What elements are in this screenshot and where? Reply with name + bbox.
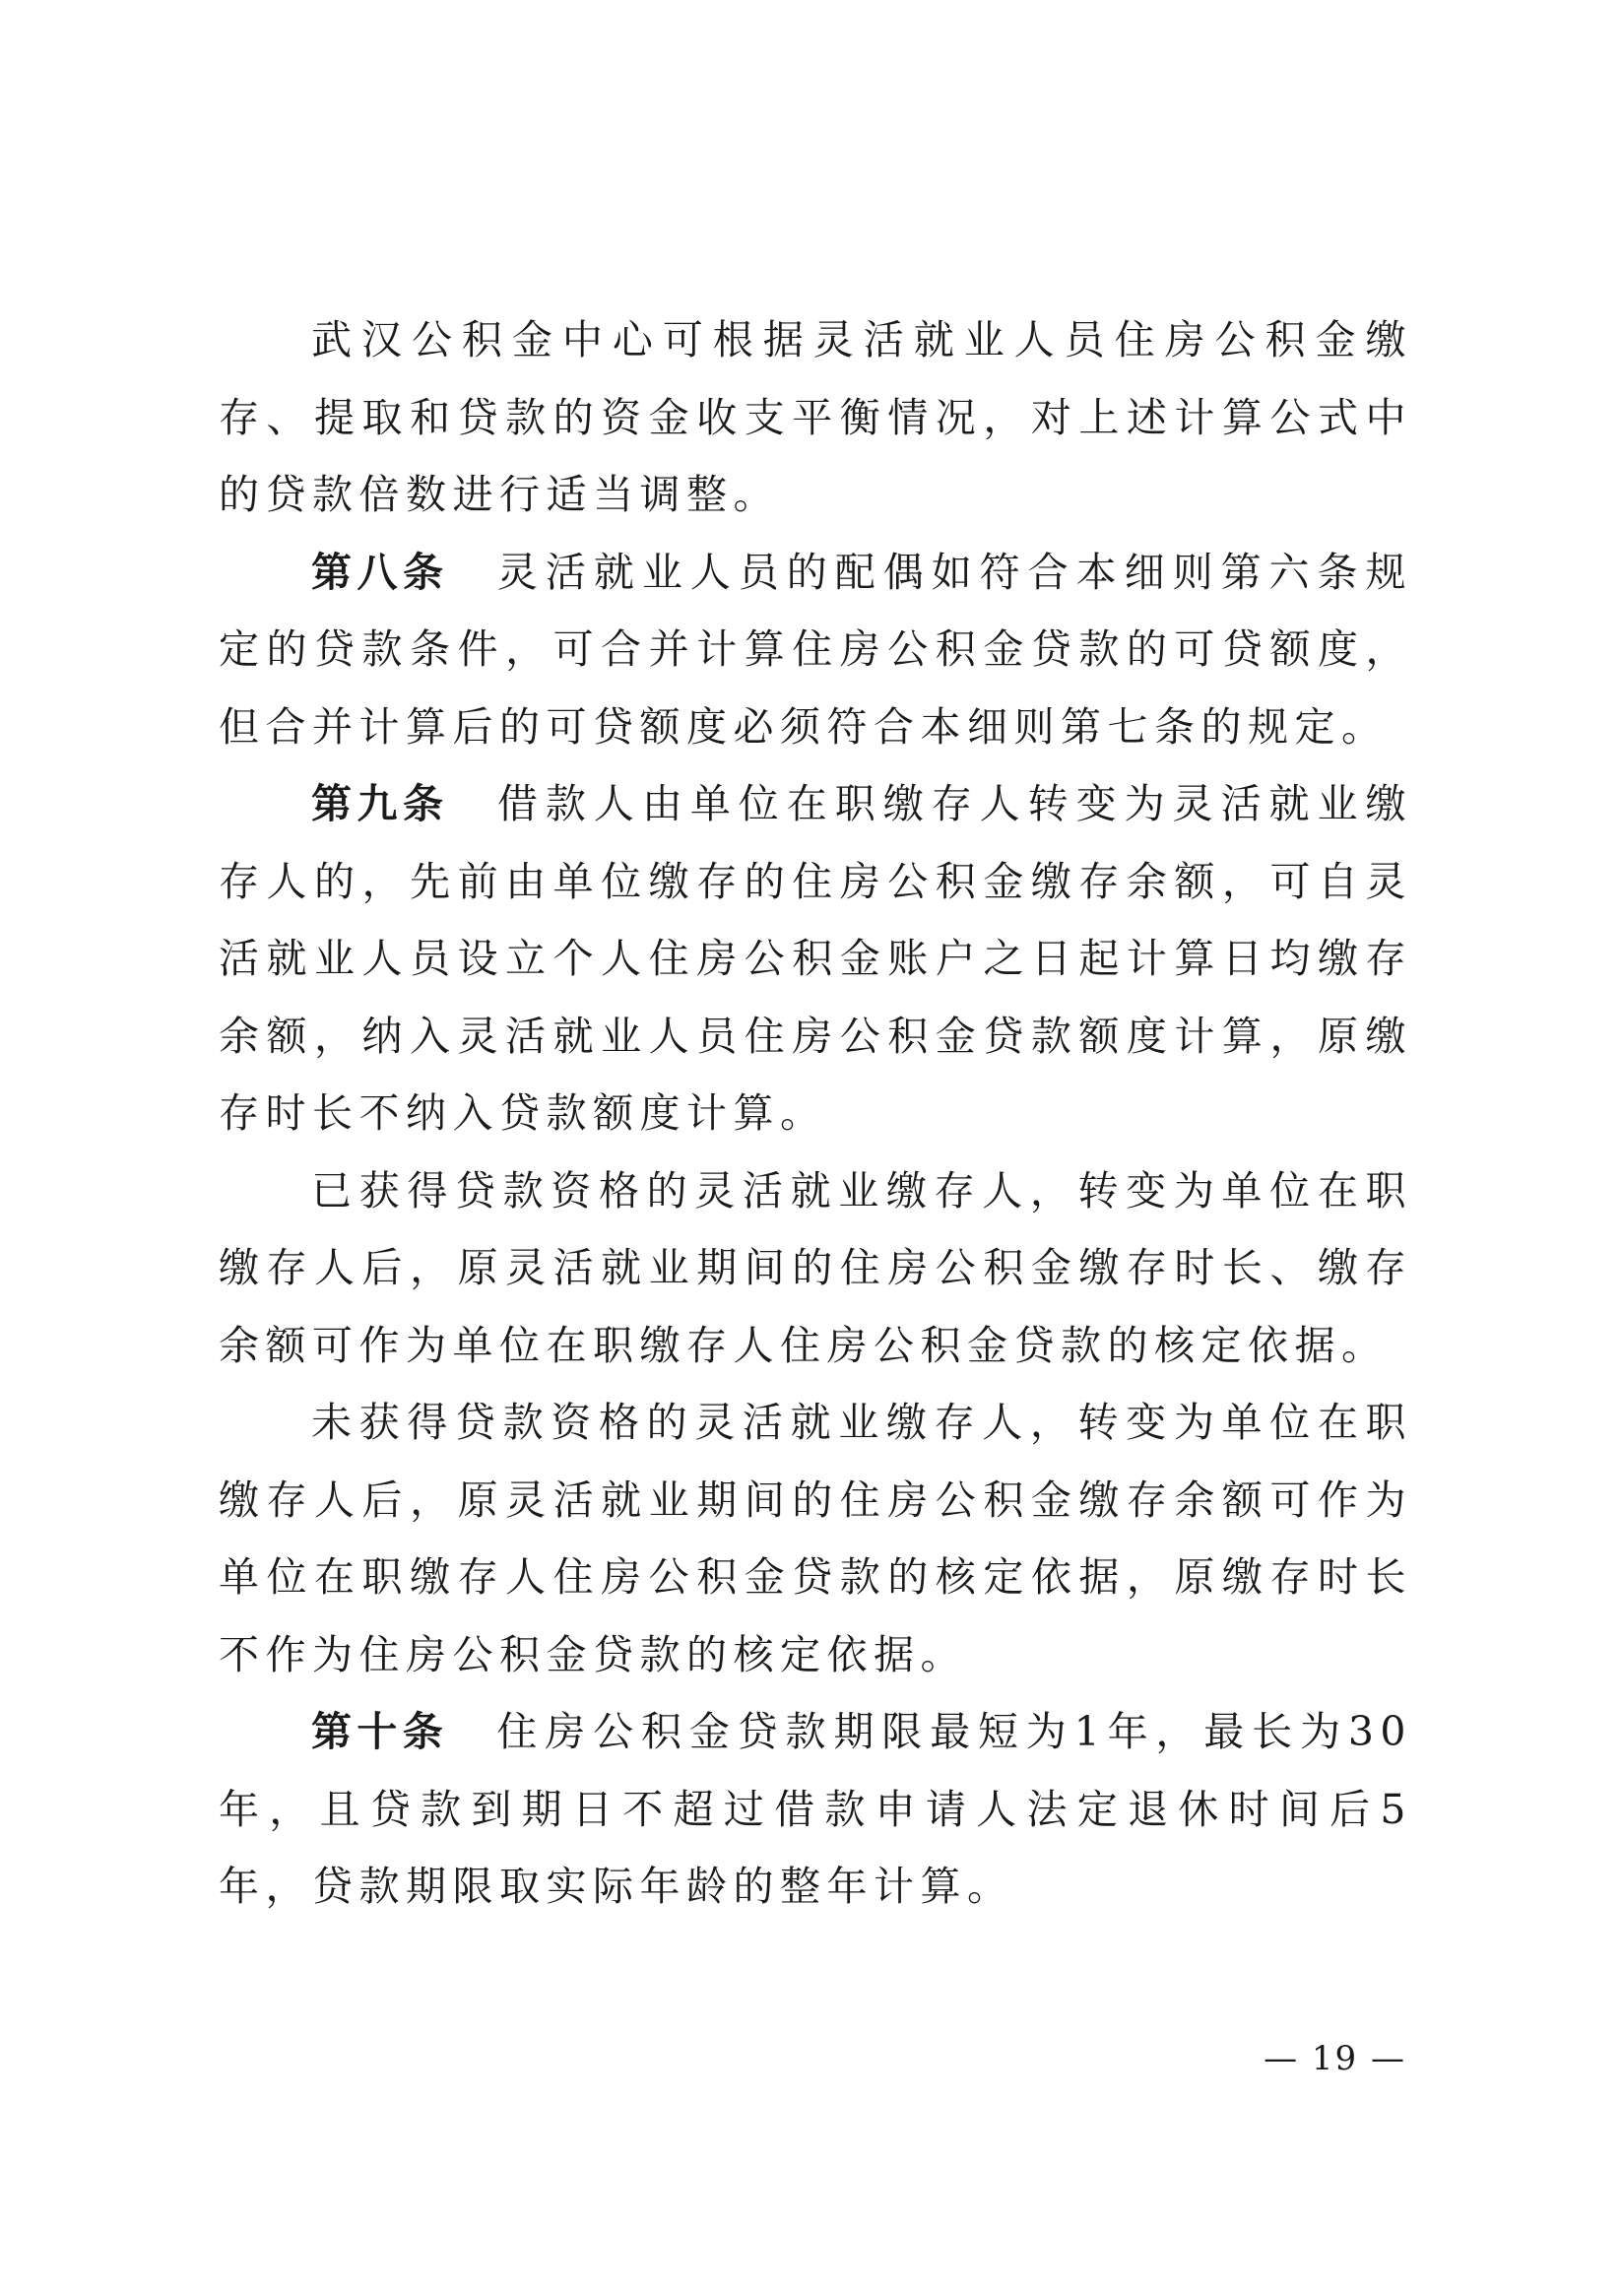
- paragraph-fund-adjustment: [219, 301, 1412, 534]
- paragraph-unqualified-transfer: [219, 1384, 1412, 1693]
- paragraph-article-9: [219, 765, 1412, 1152]
- paragraph-text: 住房公积金贷款期限最短为1年，最长为30年，且贷款到期日不超过借款申请人法定退休时间后5年，贷款期限取实际年龄的整年计算。: [219, 1708, 1412, 1910]
- article-heading: 第九条: [311, 780, 449, 827]
- paragraph-text: 灵活就业人员的配偶如符合本细则第六条规定的贷款条件，可合并计算住房公积金贷款的可贷额度，但合并计算后的可贷额度必须符合本细则第七条的规定。: [219, 548, 1413, 751]
- paragraph-text: 借款人由单位在职缴存人转变为灵活就业缴存人的，先前由单位缴存的住房公积金缴存余额，可自灵活就业人员设立个人住房公积金账户之日起计算日均缴存余额，纳入灵活就业人员住房公积金贷款额度计算，原缴存时长不纳入贷款额度计算。: [219, 780, 1413, 1137]
- paragraph-text: 武汉公积金中心可根据灵活就业人员住房公积金缴存、提取和贷款的资金收支平衡情况，对上述计算公式中的贷款倍数进行适当调整。: [219, 316, 1412, 518]
- article-heading: 第八条: [311, 548, 449, 596]
- paragraph-qualified-transfer: [219, 1152, 1412, 1385]
- paragraph-article-8: [219, 534, 1412, 766]
- document-body: [219, 301, 1412, 1926]
- paragraph-article-10: [219, 1693, 1412, 1926]
- article-heading: 第十条: [311, 1708, 449, 1755]
- paragraph-text: 未获得贷款资格的灵活就业缴存人，转变为单位在职缴存人后，原灵活就业期间的住房公积金缴存余额可作为单位在职缴存人住房公积金贷款的核定依据，原缴存时长不作为住房公积金贷款的核定依据。: [219, 1399, 1412, 1678]
- paragraph-text: 已获得贷款资格的灵活就业缴存人，转变为单位在职缴存人后，原灵活就业期间的住房公积金缴存时长、缴存余额可作为单位在职缴存人住房公积金贷款的核定依据。: [219, 1166, 1412, 1369]
- page-number: — 19 —: [1264, 2039, 1406, 2078]
